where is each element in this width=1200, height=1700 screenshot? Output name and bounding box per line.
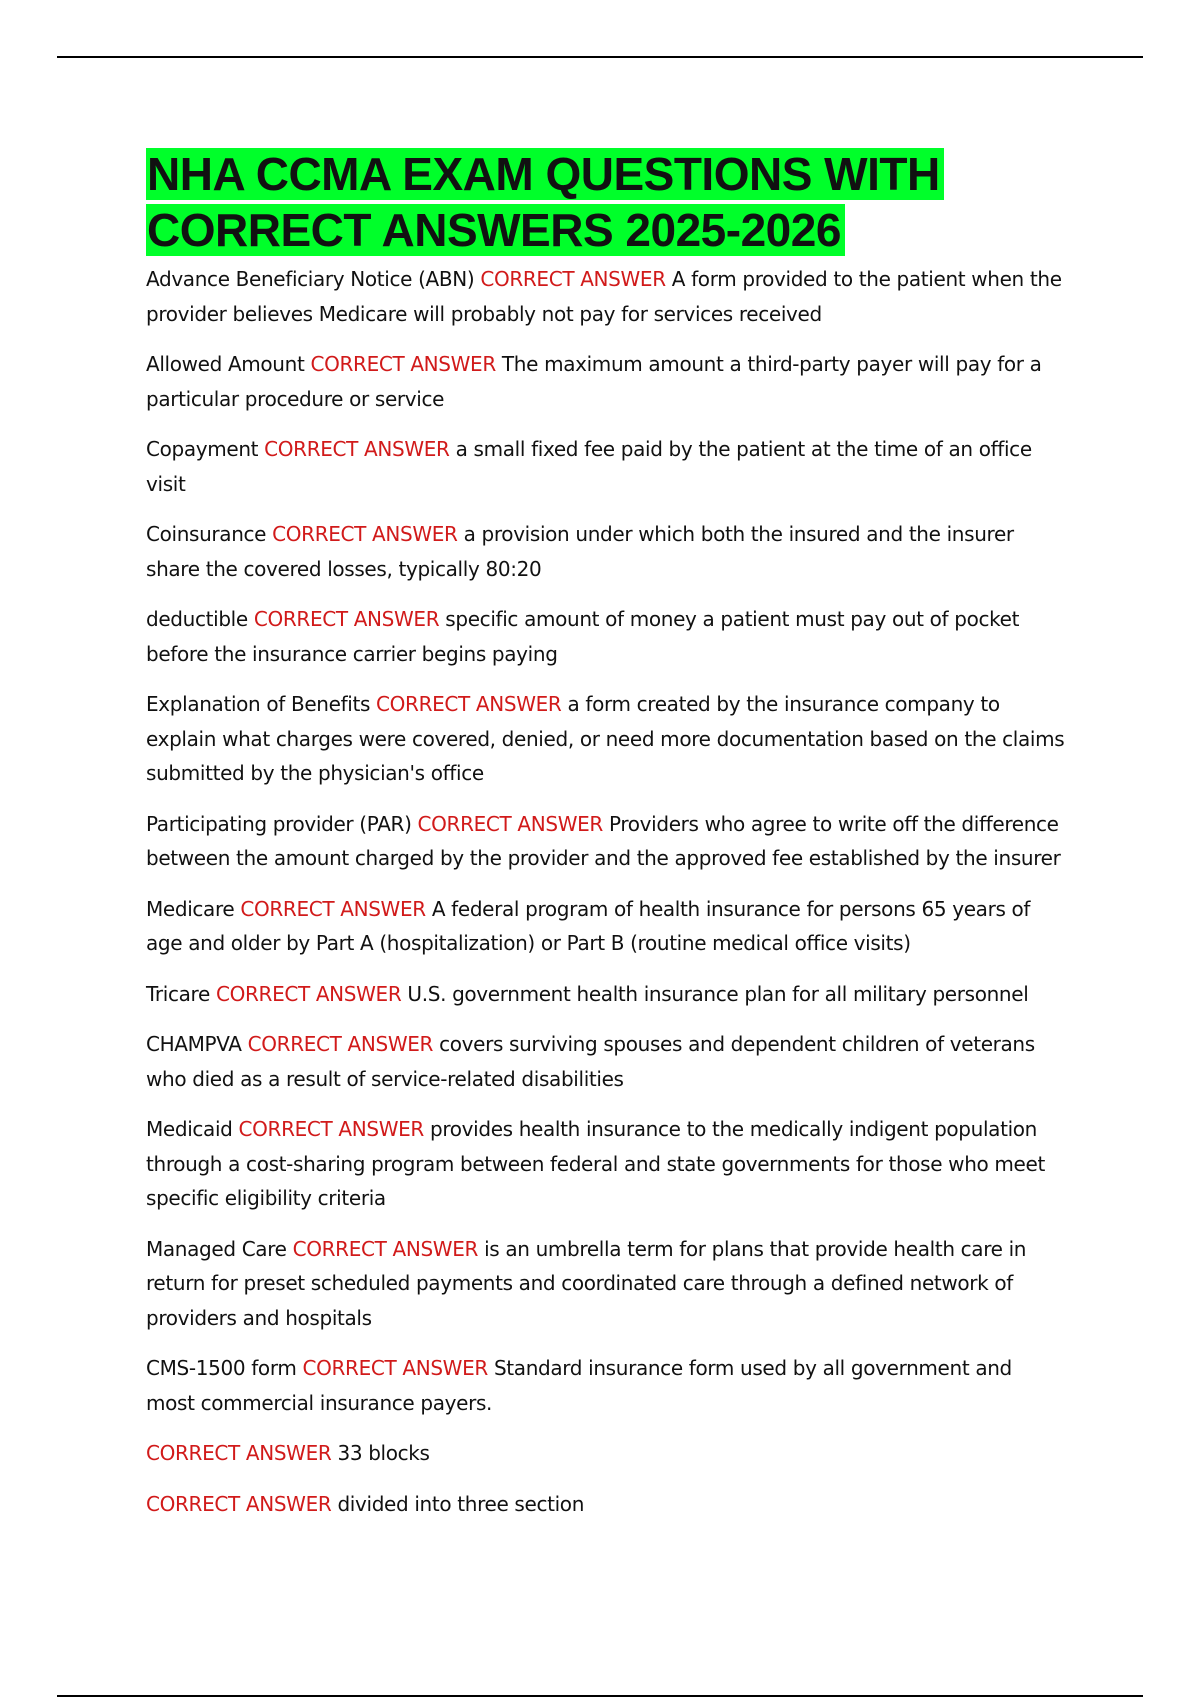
entry-definition: The maximum amount a third-party payer will pay for a particular procedure or service: [146, 352, 1042, 411]
qa-entry: [146, 1351, 1066, 1420]
correct-answer-label: CORRECT ANSWER: [247, 1032, 434, 1056]
entry-term: CHAMPVA: [146, 1032, 242, 1056]
correct-answer-label: CORRECT ANSWER: [146, 1491, 332, 1516]
qa-entry: [146, 517, 1066, 586]
correct-answer-label: CORRECT ANSWER: [272, 522, 458, 546]
correct-answer-label: CORRECT ANSWER: [238, 1117, 424, 1141]
entry-term: Medicare: [146, 896, 235, 921]
entry-definition: A form provided to the patient when the provider believes Medicare will probably not pay for services received: [146, 267, 1062, 326]
correct-answer-label: CORRECT ANSWER: [146, 1441, 332, 1465]
qa-entry: [146, 1112, 1066, 1216]
entry-definition: a small fixed fee paid by the patient at the time of an office visit: [146, 437, 1032, 496]
document-title: [146, 146, 1066, 258]
qa-entry: [146, 1027, 1066, 1096]
entry-term: Medicaid: [146, 1117, 233, 1141]
correct-answer-label: CORRECT ANSWER: [264, 437, 450, 461]
entry-term: Managed Care: [146, 1236, 287, 1261]
correct-answer-label: CORRECT ANSWER: [215, 981, 402, 1006]
bottom-rule: [57, 1695, 1143, 1697]
entry-term: Advance Beneficiary Notice (ABN): [146, 267, 475, 291]
qa-entry: [146, 347, 1066, 416]
entry-definition: a form created by the insurance company to explain what charges were covered, denied, or need more documentation based on the claims submitted by the physician's office: [146, 692, 1065, 785]
entry-definition: provides health insurance to the medically indigent population through a cost-sharing program between federal and state governments for those who meet specific eligibility criteria: [146, 1117, 1045, 1210]
correct-answer-label: CORRECT ANSWER: [480, 267, 666, 291]
entry-definition: specific amount of money a patient must pay out of pocket before the insurance carrier begins paying: [146, 607, 1020, 666]
entry-definition: Providers who agree to write off the difference between the amount charged by the provider and the approved fee established by the insurer: [146, 811, 1061, 870]
entry-definition: U.S. government health insurance plan for all military personnel: [407, 981, 1029, 1006]
entry-term: Copayment: [146, 437, 259, 461]
top-rule: [57, 56, 1143, 58]
qa-entry: [146, 1436, 1066, 1471]
entry-definition: divided into three section: [337, 1491, 585, 1516]
entry-term: Explanation of Benefits: [146, 692, 371, 716]
entry-term: CMS-1500 form: [146, 1356, 297, 1380]
correct-answer-label: CORRECT ANSWER: [376, 692, 562, 716]
qa-entry: [146, 977, 1066, 1012]
title-line-2: CORRECT ANSWERS 2025-2026: [146, 204, 845, 256]
qa-entry: [146, 892, 1066, 961]
document-body: [146, 146, 1066, 1537]
entry-definition: is an umbrella term for plans that provide health care in return for preset scheduled payments and coordinated care through a defined network of providers and hospitals: [146, 1236, 1027, 1330]
qa-entry: [146, 432, 1066, 501]
correct-answer-label: CORRECT ANSWER: [417, 811, 603, 836]
entry-term: Participating provider (PAR): [146, 811, 412, 836]
entry-list: [146, 262, 1066, 1521]
qa-entry: [146, 262, 1066, 331]
entry-definition: a provision under which both the insured and the insurer share the covered losses, typically 80:20: [146, 522, 1014, 581]
correct-answer-label: CORRECT ANSWER: [302, 1356, 488, 1380]
entry-term: Coinsurance: [146, 522, 267, 546]
entry-definition: covers surviving spouses and dependent children of veterans who died as a result of service-related disabilities: [146, 1032, 1035, 1091]
title-line-1: NHA CCMA EXAM QUESTIONS WITH: [146, 148, 944, 200]
entry-term: Allowed Amount: [146, 352, 305, 376]
correct-answer-label: CORRECT ANSWER: [292, 1236, 479, 1261]
entry-definition: 33 blocks: [337, 1441, 430, 1465]
entry-term: deductible: [146, 607, 248, 631]
qa-entry: [146, 807, 1066, 876]
correct-answer-label: CORRECT ANSWER: [240, 896, 426, 921]
qa-entry: [146, 687, 1066, 791]
qa-entry: [146, 1232, 1066, 1336]
entry-term: Tricare: [146, 981, 210, 1006]
entry-definition: Standard insurance form used by all government and most commercial insurance payers.: [146, 1356, 1012, 1415]
correct-answer-label: CORRECT ANSWER: [253, 607, 440, 631]
entry-definition: A federal program of health insurance for persons 65 years of age and older by Part A (hospitalization) or Part B (routine medical office visits): [146, 896, 1031, 955]
correct-answer-label: CORRECT ANSWER: [310, 352, 496, 376]
qa-entry: [146, 1487, 1066, 1522]
qa-entry: [146, 602, 1066, 671]
